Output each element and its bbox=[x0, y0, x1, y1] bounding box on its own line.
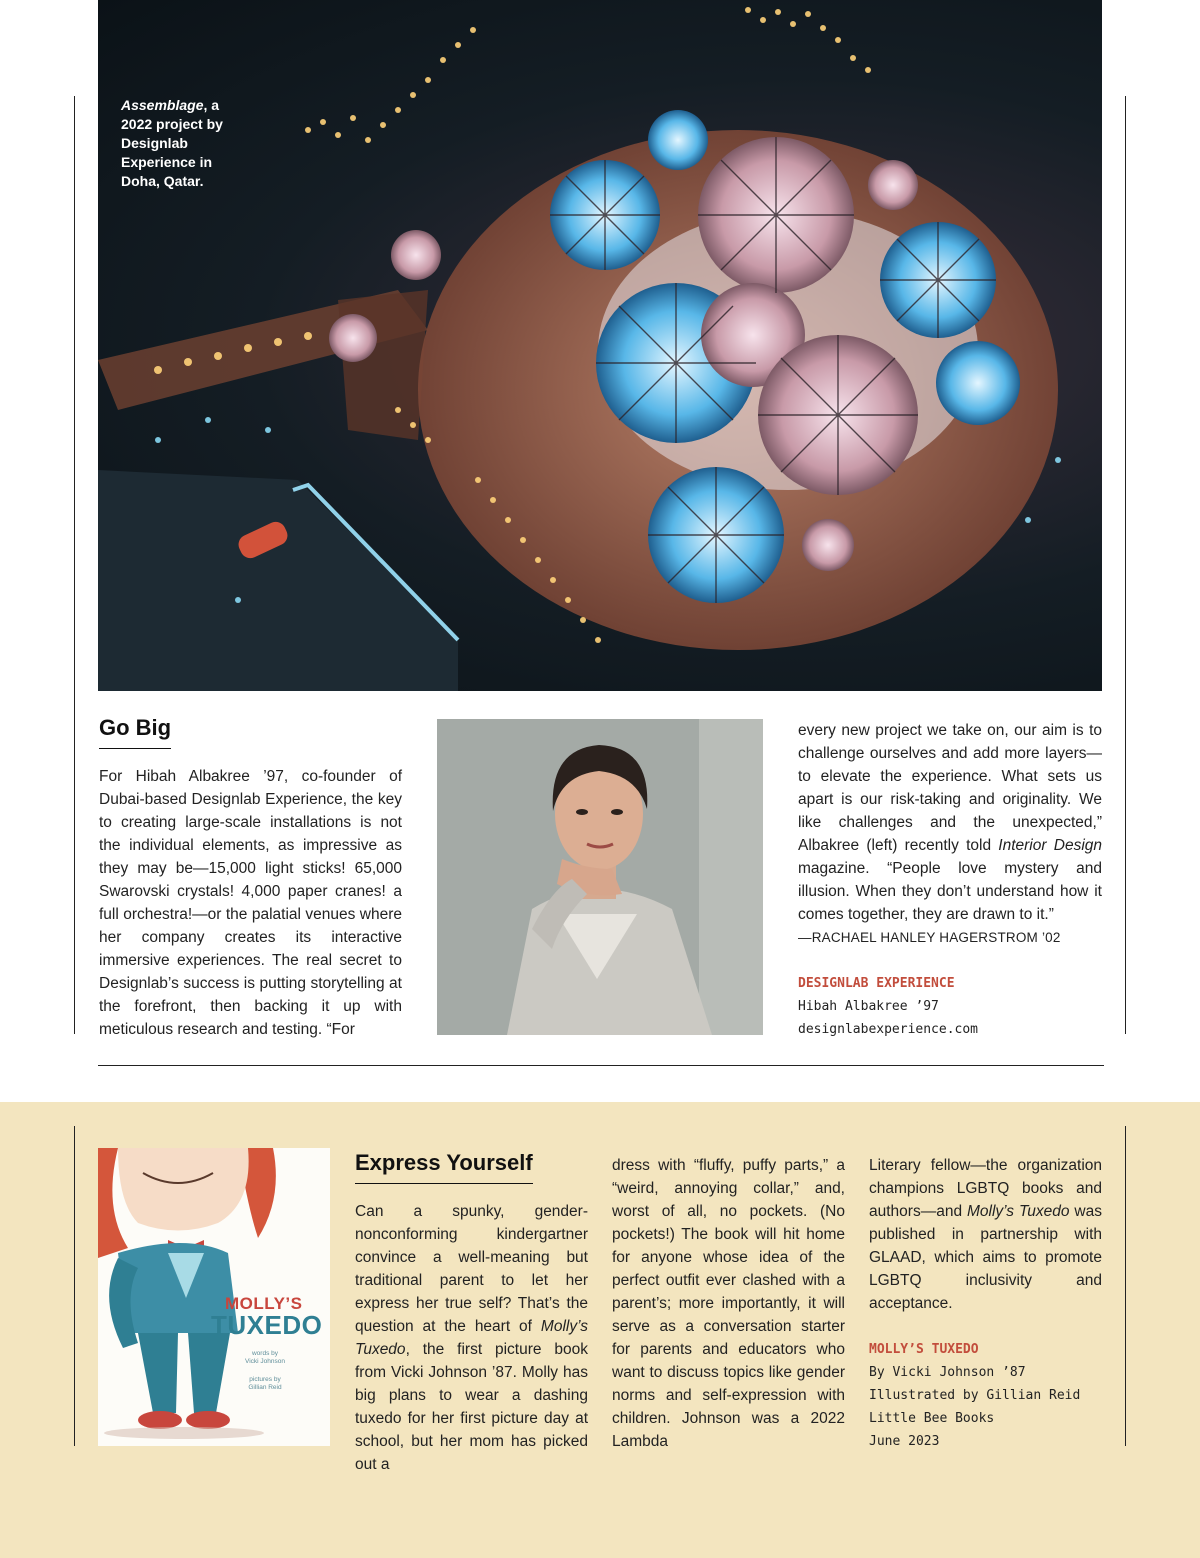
express-col3-book-title: Molly’s Tuxedo bbox=[966, 1203, 1070, 1220]
go-big-col3-part-a: every new project we take on, our aim is to challenge ourselves and add more layers—to elevate the experience. What sets us apart is our risk-taking and originality. We like challenges and the unexpected,” Albakree (left) recently told bbox=[798, 722, 1102, 854]
designlab-website-link[interactable]: designlabexperience.com bbox=[798, 1022, 979, 1037]
book-info-date: June 2023 bbox=[869, 1434, 940, 1449]
right-margin-line-bottom bbox=[1125, 1126, 1126, 1446]
book-cover-title-line-1: MOLLY’S bbox=[225, 1294, 303, 1313]
book-cover-mollys-tuxedo bbox=[98, 1148, 330, 1446]
book-info-publisher: Little Bee Books bbox=[869, 1411, 995, 1426]
go-big-attribution: —RACHAEL HANLEY HAGERSTROM ’02 bbox=[798, 930, 1061, 945]
book-info-illustrator: Illustrated by Gillian Reid bbox=[869, 1388, 1081, 1403]
express-column-3-text bbox=[869, 1154, 1102, 1315]
express-yourself-heading: Express Yourself bbox=[355, 1149, 533, 1184]
section-divider bbox=[98, 1065, 1104, 1066]
book-cover-pictures-by-name: Gillian Reid bbox=[248, 1384, 282, 1391]
go-big-column-3 bbox=[798, 719, 1102, 1041]
book-cover-illustrator-credit bbox=[230, 1376, 300, 1392]
right-margin-line-top bbox=[1125, 96, 1126, 1034]
book-info-title: MOLLY’S TUXEDO bbox=[869, 1342, 979, 1357]
express-col3-part-b: was published in partnership with GLAAD, which aims to promote LGBTQ inclusivity and acceptance. bbox=[869, 1203, 1102, 1312]
interior-design-magazine-title: Interior Design bbox=[998, 837, 1102, 854]
book-cover-pictures-by-label: pictures by bbox=[249, 1376, 281, 1383]
left-margin-line-bottom bbox=[74, 1126, 75, 1446]
express-col1-part-a: Can a spunky, gender-nonconforming kindergartner convince a well-meaning but traditional parent to let her express her true self? That’s the question at the heart of bbox=[355, 1203, 588, 1335]
hero-photo bbox=[98, 0, 1102, 691]
aerial-installation-illustration bbox=[98, 0, 1102, 691]
portrait-illustration bbox=[437, 719, 763, 1035]
express-col1-part-b: , the first picture book from Vicki Johnson ’87. Molly has big plans to wear a dashing tuxedo for her first picture day at school, but her mom has picked out a bbox=[355, 1341, 588, 1473]
express-col3-part-a: Literary fellow—the organization champions LGBTQ books and authors—and bbox=[869, 1157, 1102, 1220]
go-big-column-1: For Hibah Albakree ’97, co-founder of Dubai-based Designlab Experience, the key to creating large-scale installations is not the individual elements, as impressive as they may be—15,000 light sticks! 65,000 Swarovski crystals! 4,000 paper cranes! a full orchestra!—or the palatial venues where her company creates its interactive immersive experiences. The real secret to Designlab’s success is putting storytelling at the forefront, then backing it up with meticulous research and testing. “For bbox=[99, 768, 402, 1038]
hero-caption bbox=[121, 96, 241, 191]
book-cover-words-by-name: Vicki Johnson bbox=[245, 1358, 285, 1365]
book-cover-author-credit bbox=[230, 1350, 300, 1366]
designlab-info-title: DESIGNLAB EXPERIENCE bbox=[798, 976, 955, 991]
book-cover-words-by-label: words by bbox=[251, 1350, 278, 1357]
hero-caption-text: , a 2022 project by Designlab Experience in Doha, Qatar. bbox=[121, 97, 223, 189]
express-col1-book-title: Molly’s Tuxedo bbox=[355, 1318, 588, 1358]
designlab-info-line: Hibah Albakree ’97 bbox=[798, 999, 939, 1014]
express-column-1 bbox=[355, 1200, 588, 1476]
left-margin-line-top bbox=[74, 96, 75, 1034]
go-big-col3-part-b: magazine. “People love mystery and illusion. When they don’t understand how it comes together, they are drawn to it.” bbox=[798, 860, 1102, 923]
go-big-column-3-text bbox=[798, 719, 1102, 926]
book-cover-title-line-2: TUXEDO bbox=[211, 1310, 323, 1340]
hero-caption-title: Assemblage bbox=[121, 97, 204, 113]
express-column-3 bbox=[869, 1154, 1102, 1453]
express-column-2: dress with “fluffy, puffy parts,” a “weird, annoying collar,” and, worst of all, no pockets. (No pockets!) The book will hit home for anyone whose idea of the perfect outfit ever clashed with a parent’s; more importantly, it will serve as a conversation starter for parents and educators who want to discuss topics like gender norms and self-expression with children. Johnson was a 2022 Lambda bbox=[612, 1157, 845, 1450]
portrait-photo bbox=[437, 719, 763, 1035]
book-info-author: By Vicki Johnson ’87 bbox=[869, 1365, 1026, 1380]
go-big-heading: Go Big bbox=[99, 714, 171, 749]
